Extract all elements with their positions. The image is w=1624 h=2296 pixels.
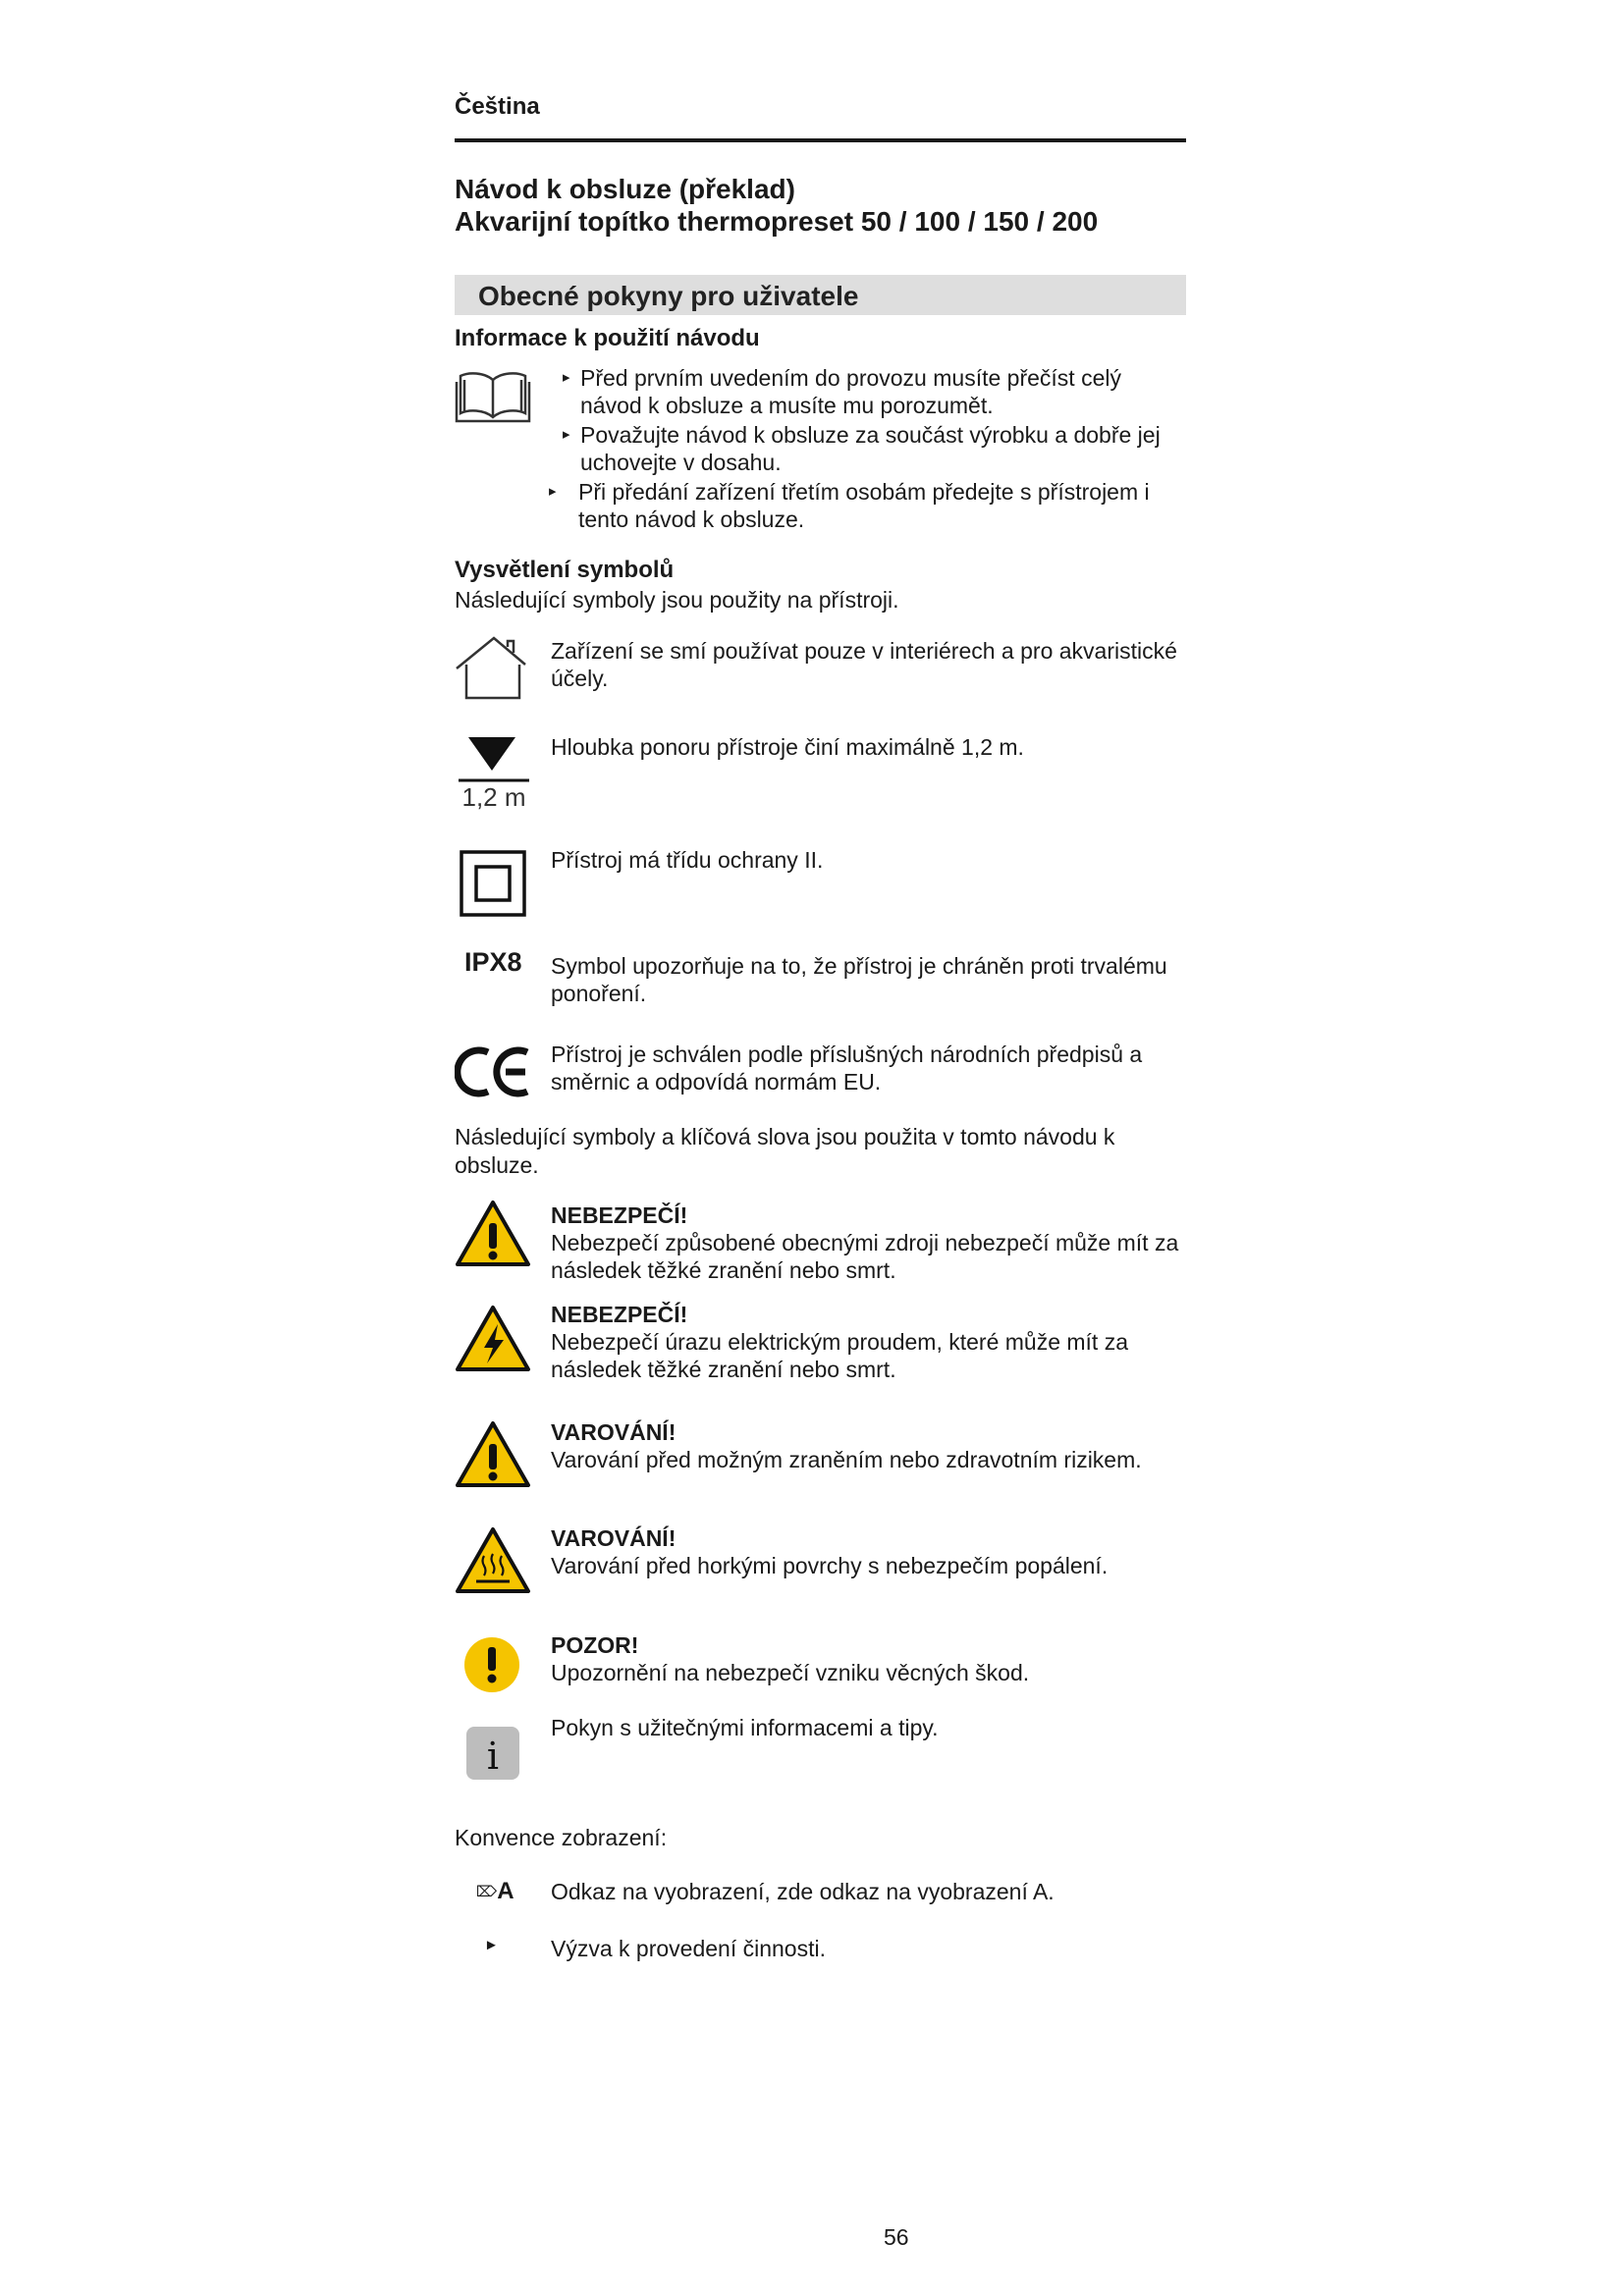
ce-mark-icon	[455, 1044, 533, 1099]
action-arrow-icon: ►	[484, 1937, 499, 1953]
symbol-row: Přístroj je schválen podle příslušných národních předpisů a směrnic a odpovídá normám EU.	[455, 1041, 1186, 1123]
manual-page	[455, 93, 1186, 1976]
title-line-1: Návod k obsluze (překlad)	[455, 174, 795, 204]
warning-heading: VAROVÁNÍ!	[551, 1419, 677, 1445]
symbols-intro: Následující symboly jsou použity na přístroji.	[455, 587, 899, 613]
bullet-arrow-icon: ▸	[563, 426, 570, 443]
convention-row: ► Výzva k provedení činnosti.	[484, 1936, 826, 1961]
hot-surface-icon	[455, 1526, 531, 1595]
section-heading: Obecné pokyny pro uživatele	[455, 275, 1186, 315]
warning-text: Varování před možným zraněním nebo zdravotním rizikem.	[551, 1447, 1142, 1472]
warning-exclamation-icon	[455, 1420, 531, 1489]
page-number: 56	[884, 2224, 909, 2250]
figure-ref-icon: ⌦A	[476, 1878, 514, 1904]
house-icon	[455, 635, 533, 702]
warning-heading: NEBEZPEČÍ!	[551, 1302, 688, 1327]
ipx8-label: IPX8	[464, 947, 522, 977]
symbol-row: Přístroj má třídu ochrany II.	[455, 848, 1186, 952]
bullet-arrow-icon: ▸	[549, 483, 557, 500]
list-item: ▸ Považujte návod k obsluze za součást výrobku a dobře jej uchovejte v dosahu.	[563, 422, 1161, 475]
header-rule	[455, 138, 1186, 142]
info-icon	[465, 1726, 520, 1781]
depth-icon	[455, 735, 533, 814]
warning-text: Nebezpečí úrazu elektrickým proudem, které může mít za následek těžké zranění nebo smrt.	[551, 1329, 1129, 1382]
symbol-row: IPX8 Symbol upozorňuje na to, že přístroj je chráněn proti trvalému ponoření.	[464, 947, 1167, 1006]
usage-info-block	[455, 364, 1186, 537]
book-icon	[455, 368, 531, 423]
info-heading: Informace k použití návodu	[455, 325, 760, 351]
title-line-2: Akvarijní topítko thermopreset 50 / 100 / 150 / 200	[455, 206, 1099, 237]
class-ii-icon	[460, 850, 526, 917]
symbol-row: Zařízení se smí používat pouze v interiérech a pro akvaristické účely.	[455, 635, 1186, 735]
warning-row	[455, 1419, 1186, 1528]
symbols-heading: Vysvětlení symbolů	[455, 557, 675, 583]
warning-heading: VAROVÁNÍ!	[551, 1525, 677, 1551]
list-item: ▸ Před prvním uvedením do provozu musíte přečíst celý návod k obsluze a musíte mu porozumět.	[563, 365, 1121, 418]
conventions-heading: Konvence zobrazení:	[455, 1825, 668, 1850]
bullet-arrow-icon: ▸	[563, 369, 570, 386]
language-label: Čeština	[455, 93, 540, 120]
info-text: Pokyn s užitečnými informacemi a tipy.	[551, 1715, 939, 1740]
warning-exclamation-icon	[455, 1200, 531, 1268]
electric-hazard-icon	[455, 1305, 531, 1373]
warning-text: Nebezpečí způsobené obecnými zdroji nebezpečí může mít za následek těžké zranění nebo smrt.	[551, 1230, 1179, 1283]
warning-text: Varování před horkými povrchy s nebezpečím popálení.	[551, 1553, 1109, 1578]
list-item: ▸ Při předání zařízení třetím osobám předejte s přístrojem i tento návod k obsluze.	[549, 479, 1150, 532]
warning-text: Upozornění na nebezpečí vzniku věcných škod.	[551, 1660, 1030, 1685]
usage-bullets	[549, 364, 1183, 535]
caution-circle-icon	[462, 1635, 521, 1694]
figure-ref-symbol: ⌦	[476, 1884, 498, 1900]
keywords-intro: Následující symboly a klíčová slova jsou použita v tomto návodu k obsluze.	[455, 1124, 1115, 1178]
warning-heading: POZOR!	[551, 1632, 639, 1658]
svg-text:1,2 m: 1,2 m	[461, 782, 526, 812]
info-row	[455, 1715, 1186, 1822]
symbol-row: 1,2 m Hloubka ponoru přístroje činí maximálně 1,2 m.	[455, 735, 1186, 848]
svg-text:i: i	[486, 1735, 500, 1778]
convention-row: ⌦A Odkaz na vyobrazení, zde odkaz na vyobrazení A.	[476, 1878, 1055, 1904]
warning-row	[455, 1302, 1186, 1422]
warning-heading: NEBEZPEČÍ!	[551, 1202, 688, 1228]
warning-row	[455, 1525, 1186, 1635]
warning-row	[455, 1200, 1186, 1305]
document-title	[455, 173, 1186, 238]
